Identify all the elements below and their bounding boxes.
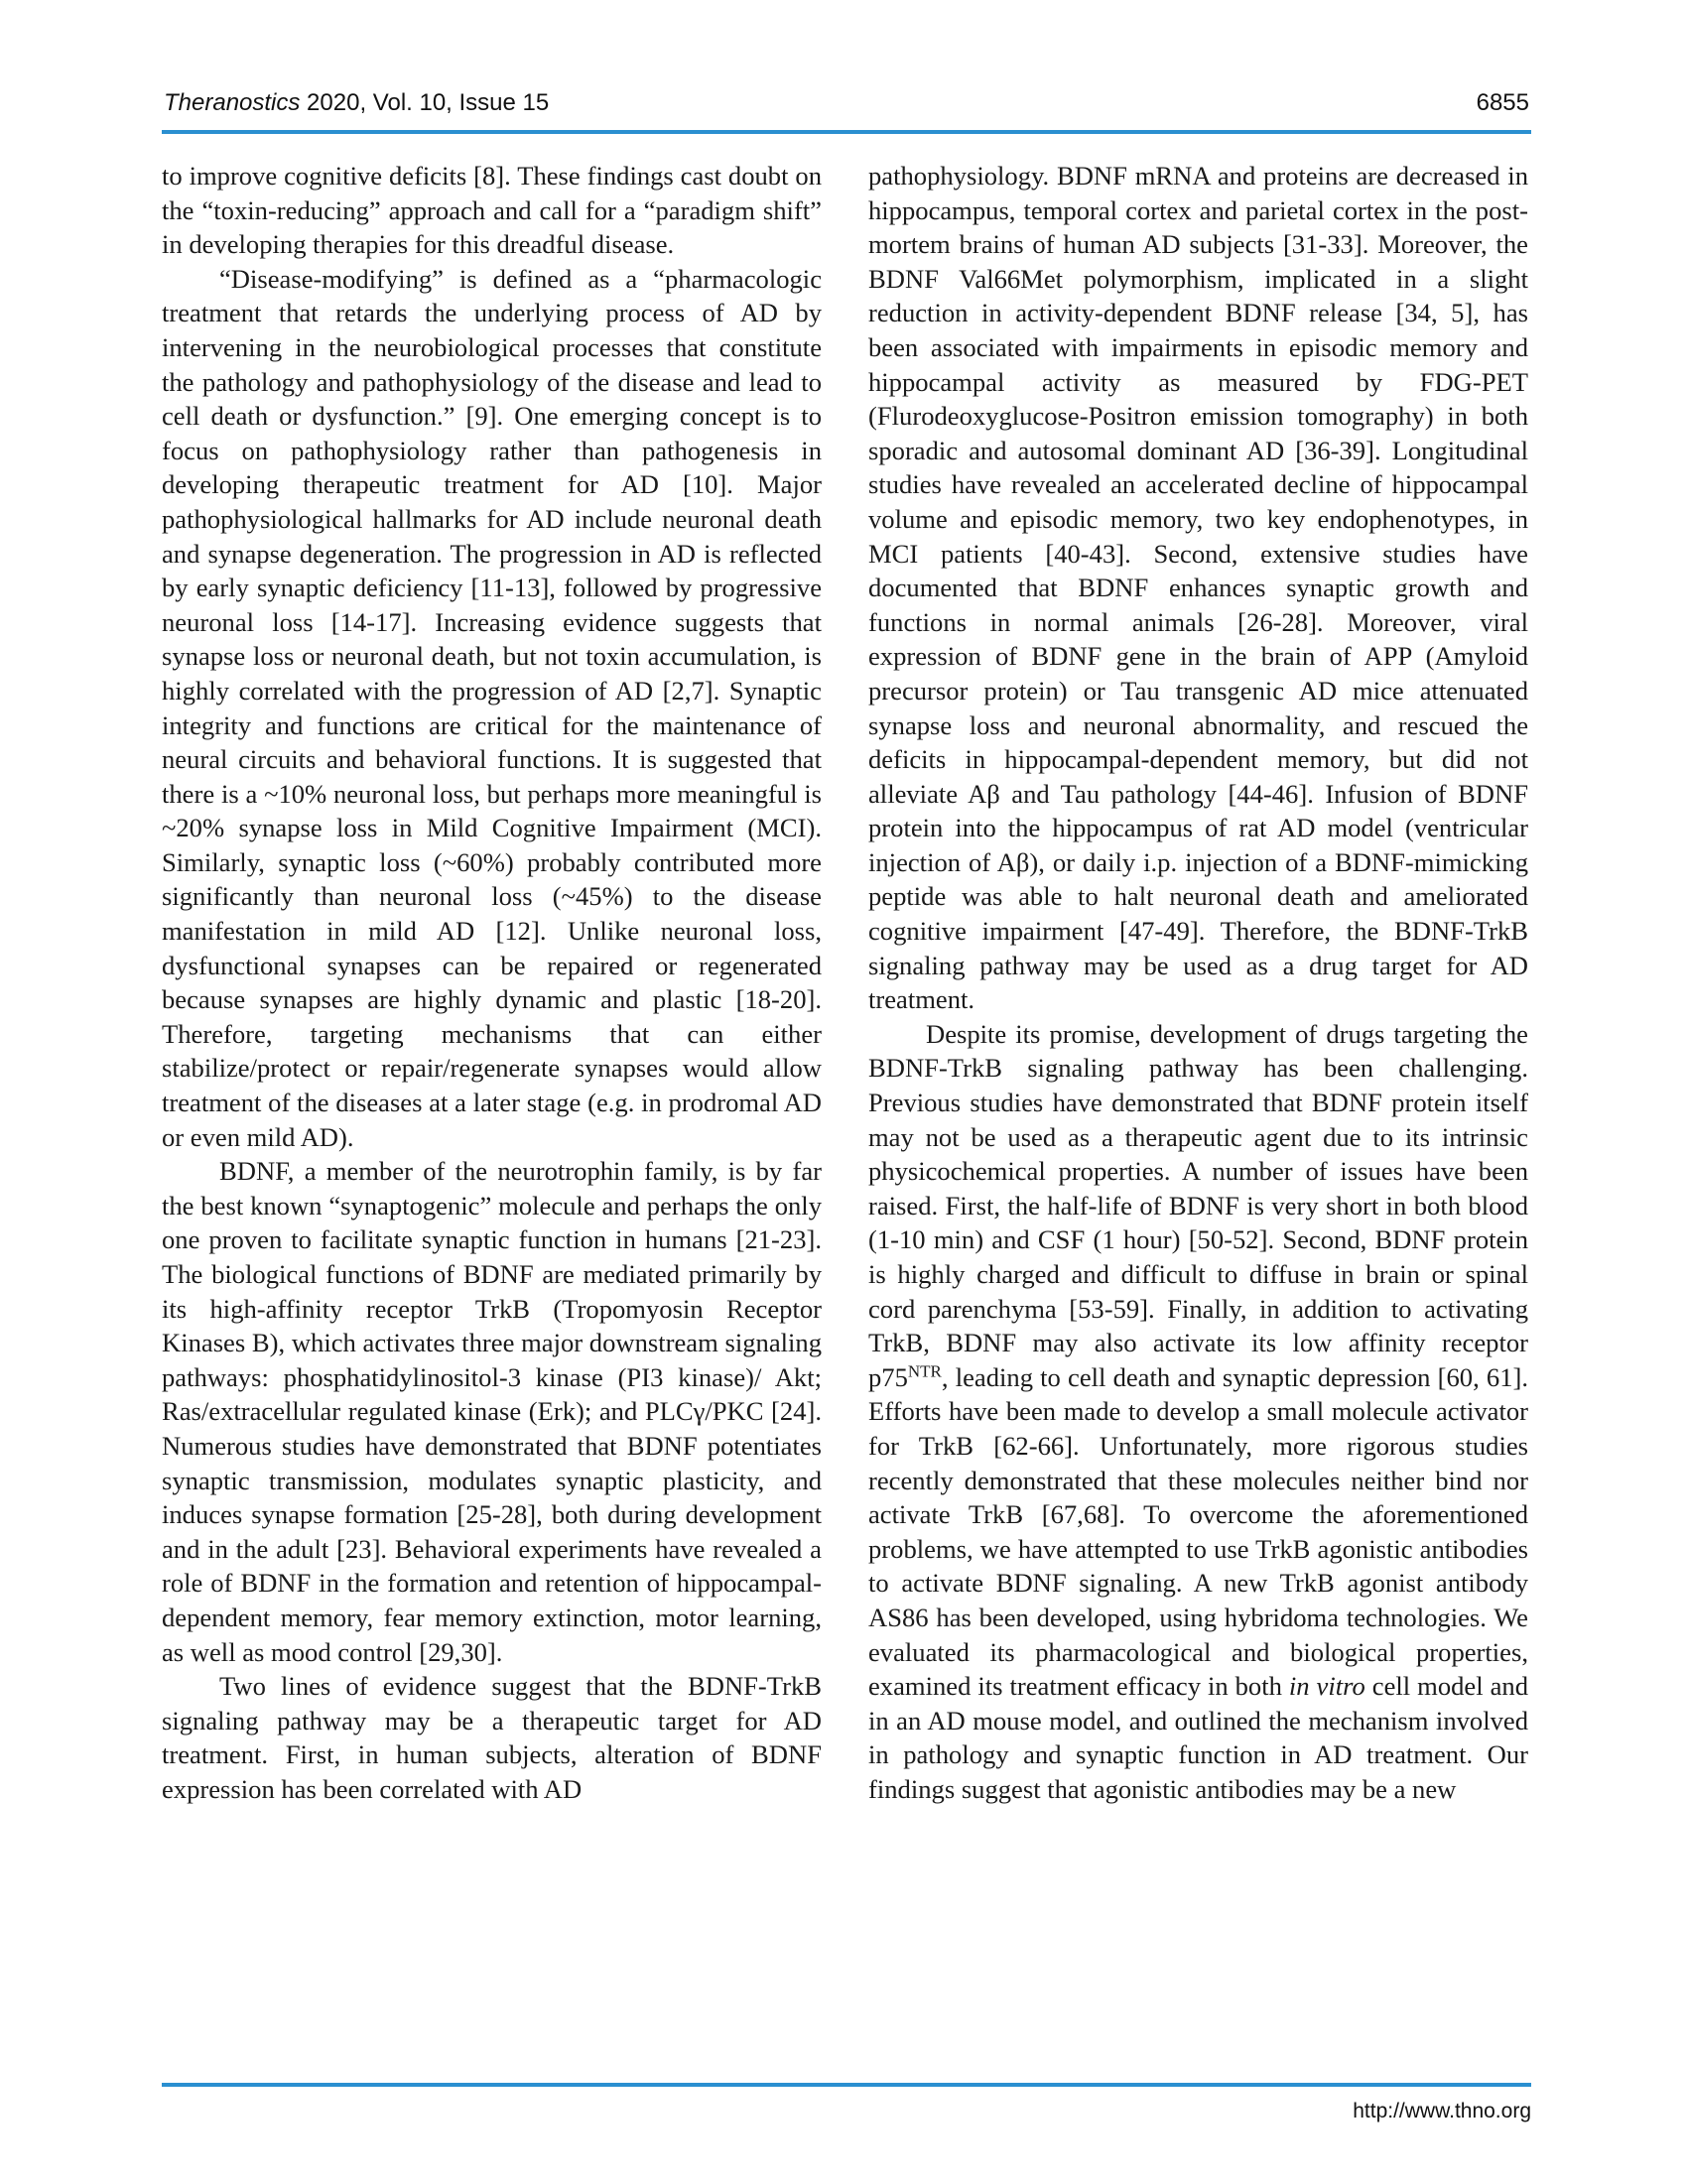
footer-rule — [162, 2083, 1531, 2087]
paragraph: BDNF, a member of the neurotrophin family, is by far the best known “synaptogenic” molecule and perhaps the only one proven to facilitate synaptic function in humans [21-23]. The biological functions of BDNF are mediated primarily by its high-affinity receptor TrkB (Tropomyosin Receptor Kinases B), which activates three major downstream signaling pathways: phosphatidylinositol-3 kinase (PI3 kinase)/ Akt; Ras/extracellular regulated kinase (Erk); and PLCγ/PKC [24]. Numerous studies have demonstrated that BDNF potentiates synaptic transmission, modulates synaptic plasticity, and induces synapse formation [25-28], both during development and in the adult [23]. Behavioral experiments have revealed a role of BDNF in the formation and retention of hippocampal-dependent memory, fear memory extinction, motor learning, as well as mood control [29,30]. — [162, 1156, 822, 1667]
paragraph — [868, 1017, 1528, 1807]
paragraph: “Disease-modifying” is defined as a “pharmacologic treatment that retards the underlying process of AD by intervening in the neurobiological processes that constitute the pathology and pathophysiology of the disease and lead to cell death or dysfunction.” [9]. One emerging concept is to focus on pathophysiology rather than pathogenesis in developing therapeutic treatment for AD [10]. Major pathophysiological hallmarks for AD include neuronal death and synapse degeneration. The progression in AD is reflected by early synaptic deficiency [11-13], followed by progressive neuronal loss [14-17]. Increasing evidence suggests that synapse loss or neuronal death, but not toxin accumulation, is highly correlated with the progression of AD [2,7]. Synaptic integrity and functions are critical for the maintenance of neural circuits and behavioral functions. It is suggested that there is a ~10% neuronal loss, but perhaps more meaningful is ~20% synapse loss in Mild Cognitive Impairment (MCI). Similarly, synaptic loss (~60%) probably contributed more significantly than neuronal loss (~45%) to the disease manifestation in mild AD [12]. Unlike neuronal loss, dysfunctional synapses can be repaired or regenerated because synapses are highly dynamic and plastic [18-20]. Therefore, targeting mechanisms that can either stabilize/protect or repair/regenerate synapses would allow treatment of the diseases at a later stage (e.g. in prodromal AD or even mild AD). — [162, 263, 822, 1152]
italic-term: in vitro — [1288, 1671, 1365, 1702]
left-column — [162, 159, 822, 1807]
running-header — [162, 85, 1531, 125]
paragraph: Two lines of evidence suggest that the BDNF-TrkB signaling pathway may be a therapeutic target for AD treatment. First, in human subjects, alteration of BDNF expression has been correlated with AD — [162, 1671, 822, 1804]
text-run: cell model and in an AD mouse model, and outlined the mechanism involved in pathology and synaptic function in AD treatment. Our findings suggest that agonistic antibodies may be a new — [868, 1671, 1528, 1804]
right-column — [868, 159, 1528, 1807]
text-run: , leading to cell death and synaptic depression [60, 61]. Efforts have been made to develop a small molecule activator for TrkB [62-66]. Unfortunately, more rigorous studies recently demonstrated that these molecules neither bind nor activate TrkB [67,68]. To overcome the aforementioned problems, we have attempted to use TrkB agonistic antibodies to activate BDNF signaling. A new TrkB agonist antibody AS86 has been developed, using hybridoma technologies. We evaluated its pharmacological and biological properties, examined its treatment efficacy in both — [868, 1361, 1528, 1702]
header-rule — [162, 130, 1531, 134]
journal-citation — [164, 89, 549, 117]
footer-url[interactable]: http://www.thno.org — [1353, 2100, 1531, 2122]
text-run: Despite its promise, development of drugs targeting the BDNF-TrkB signaling pathway has been challenging. Previous studies have demonstrated that BDNF protein itself may not be used as a therapeutic agent due to its intrinsic physicochemical properties. A number of issues have been raised. First, the half-life of BDNF is very short in both blood (1-10 min) and CSF (1 hour) [50-52]. Second, BDNF protein is highly charged and difficult to diffuse in brain or spinal cord parenchyma [53-59]. Finally, in addition to activating TrkB, BDNF may also activate its low affinity receptor p75 — [868, 1018, 1528, 1392]
paragraph: pathophysiology. BDNF mRNA and proteins are decreased in hippocampus, temporal cortex and parietal cortex in the post-mortem brains of human AD subjects [31-33]. Moreover, the BDNF Val66Met polymorphism, implicated in a slight reduction in activity-dependent BDNF release [34, 5], has been associated with impairments in episodic memory and hippocampal activity as measured by FDG-PET (Flurodeoxyglucose-Positron emission tomography) in both sporadic and autosomal dominant AD [36-39]. Longitudinal studies have revealed an accelerated decline of hippocampal volume and episodic memory, two key endophenotypes, in MCI patients [40-43]. Second, extensive studies have documented that BDNF enhances synaptic growth and functions in normal animals [26-28]. Moreover, viral expression of BDNF gene in the brain of APP (Amyloid precursor protein) or Tau transgenic AD mice attenuated synapse loss and neuronal abnormality, and rescued the deficits in hippocampal-dependent memory, but did not alleviate Aβ and Tau pathology [44-46]. Infusion of BDNF protein into the hippocampus of rat AD model (ventricular injection of Aβ), or daily i.p. injection of a BDNF-mimicking peptide was able to halt neuronal death and ameliorated cognitive impairment [47-49]. Therefore, the BDNF-TrkB signaling pathway may be used as a drug target for AD treatment. — [868, 161, 1528, 1015]
volume-issue: 2020, Vol. 10, Issue 15 — [300, 89, 550, 116]
paragraph: to improve cognitive deficits [8]. These findings cast doubt on the “toxin-reducing” approach and call for a “paradigm shift” in developing therapies for this dreadful disease. — [162, 161, 822, 260]
superscript: NTR — [907, 1361, 942, 1381]
page-number: 6855 — [1476, 89, 1529, 116]
journal-name: Theranostics — [164, 89, 301, 116]
